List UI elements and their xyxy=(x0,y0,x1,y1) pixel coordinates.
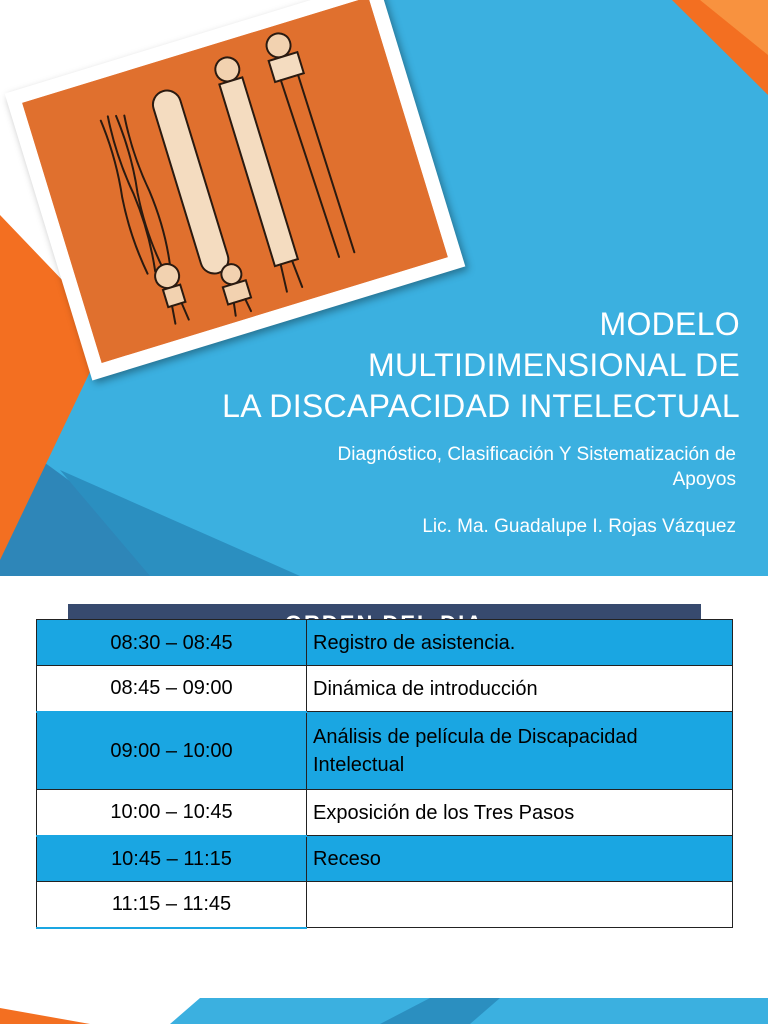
author-name: Lic. Ma. Guadalupe I. Rojas Vázquez xyxy=(422,516,736,537)
time-cell: 11:15 – 11:45 xyxy=(37,882,307,928)
subtitle-line: Apoyos xyxy=(672,469,736,490)
time-cell: 09:00 – 10:00 xyxy=(37,712,307,790)
bottom-decoration xyxy=(0,998,768,1024)
activity-cell: Receso xyxy=(307,836,733,882)
agenda-table xyxy=(36,619,733,929)
slide-subtitle xyxy=(96,442,736,492)
activity-line: Intelectual xyxy=(313,753,405,776)
activity-cell xyxy=(307,712,733,790)
slide-title xyxy=(80,304,740,427)
time-cell: 08:45 – 09:00 xyxy=(37,666,307,712)
table-row xyxy=(37,790,733,836)
table-row xyxy=(37,836,733,882)
orange-strip-shape xyxy=(0,1008,90,1024)
table-row xyxy=(37,620,733,666)
time-cell: 08:30 – 08:45 xyxy=(37,620,307,666)
activity-cell: Registro de asistencia. xyxy=(307,620,733,666)
activity-cell: Dinámica de introducción xyxy=(307,666,733,712)
title-line: LA DISCAPACIDAD INTELECTUAL xyxy=(222,388,740,424)
activity-cell: Exposición de los Tres Pasos xyxy=(307,790,733,836)
activity-cell xyxy=(307,882,733,928)
title-line: MODELO xyxy=(599,306,740,342)
title-line: MULTIDIMENSIONAL DE xyxy=(368,347,740,383)
table-row xyxy=(37,882,733,928)
time-cell: 10:00 – 10:45 xyxy=(37,790,307,836)
table-row xyxy=(37,666,733,712)
table-row xyxy=(37,712,733,790)
subtitle-line: Diagnóstico, Clasificación Y Sistematización de xyxy=(337,444,736,465)
time-cell: 10:45 – 11:15 xyxy=(37,836,307,882)
activity-line: Análisis de película de Discapacidad xyxy=(313,725,638,748)
agenda-slide xyxy=(0,576,768,1024)
